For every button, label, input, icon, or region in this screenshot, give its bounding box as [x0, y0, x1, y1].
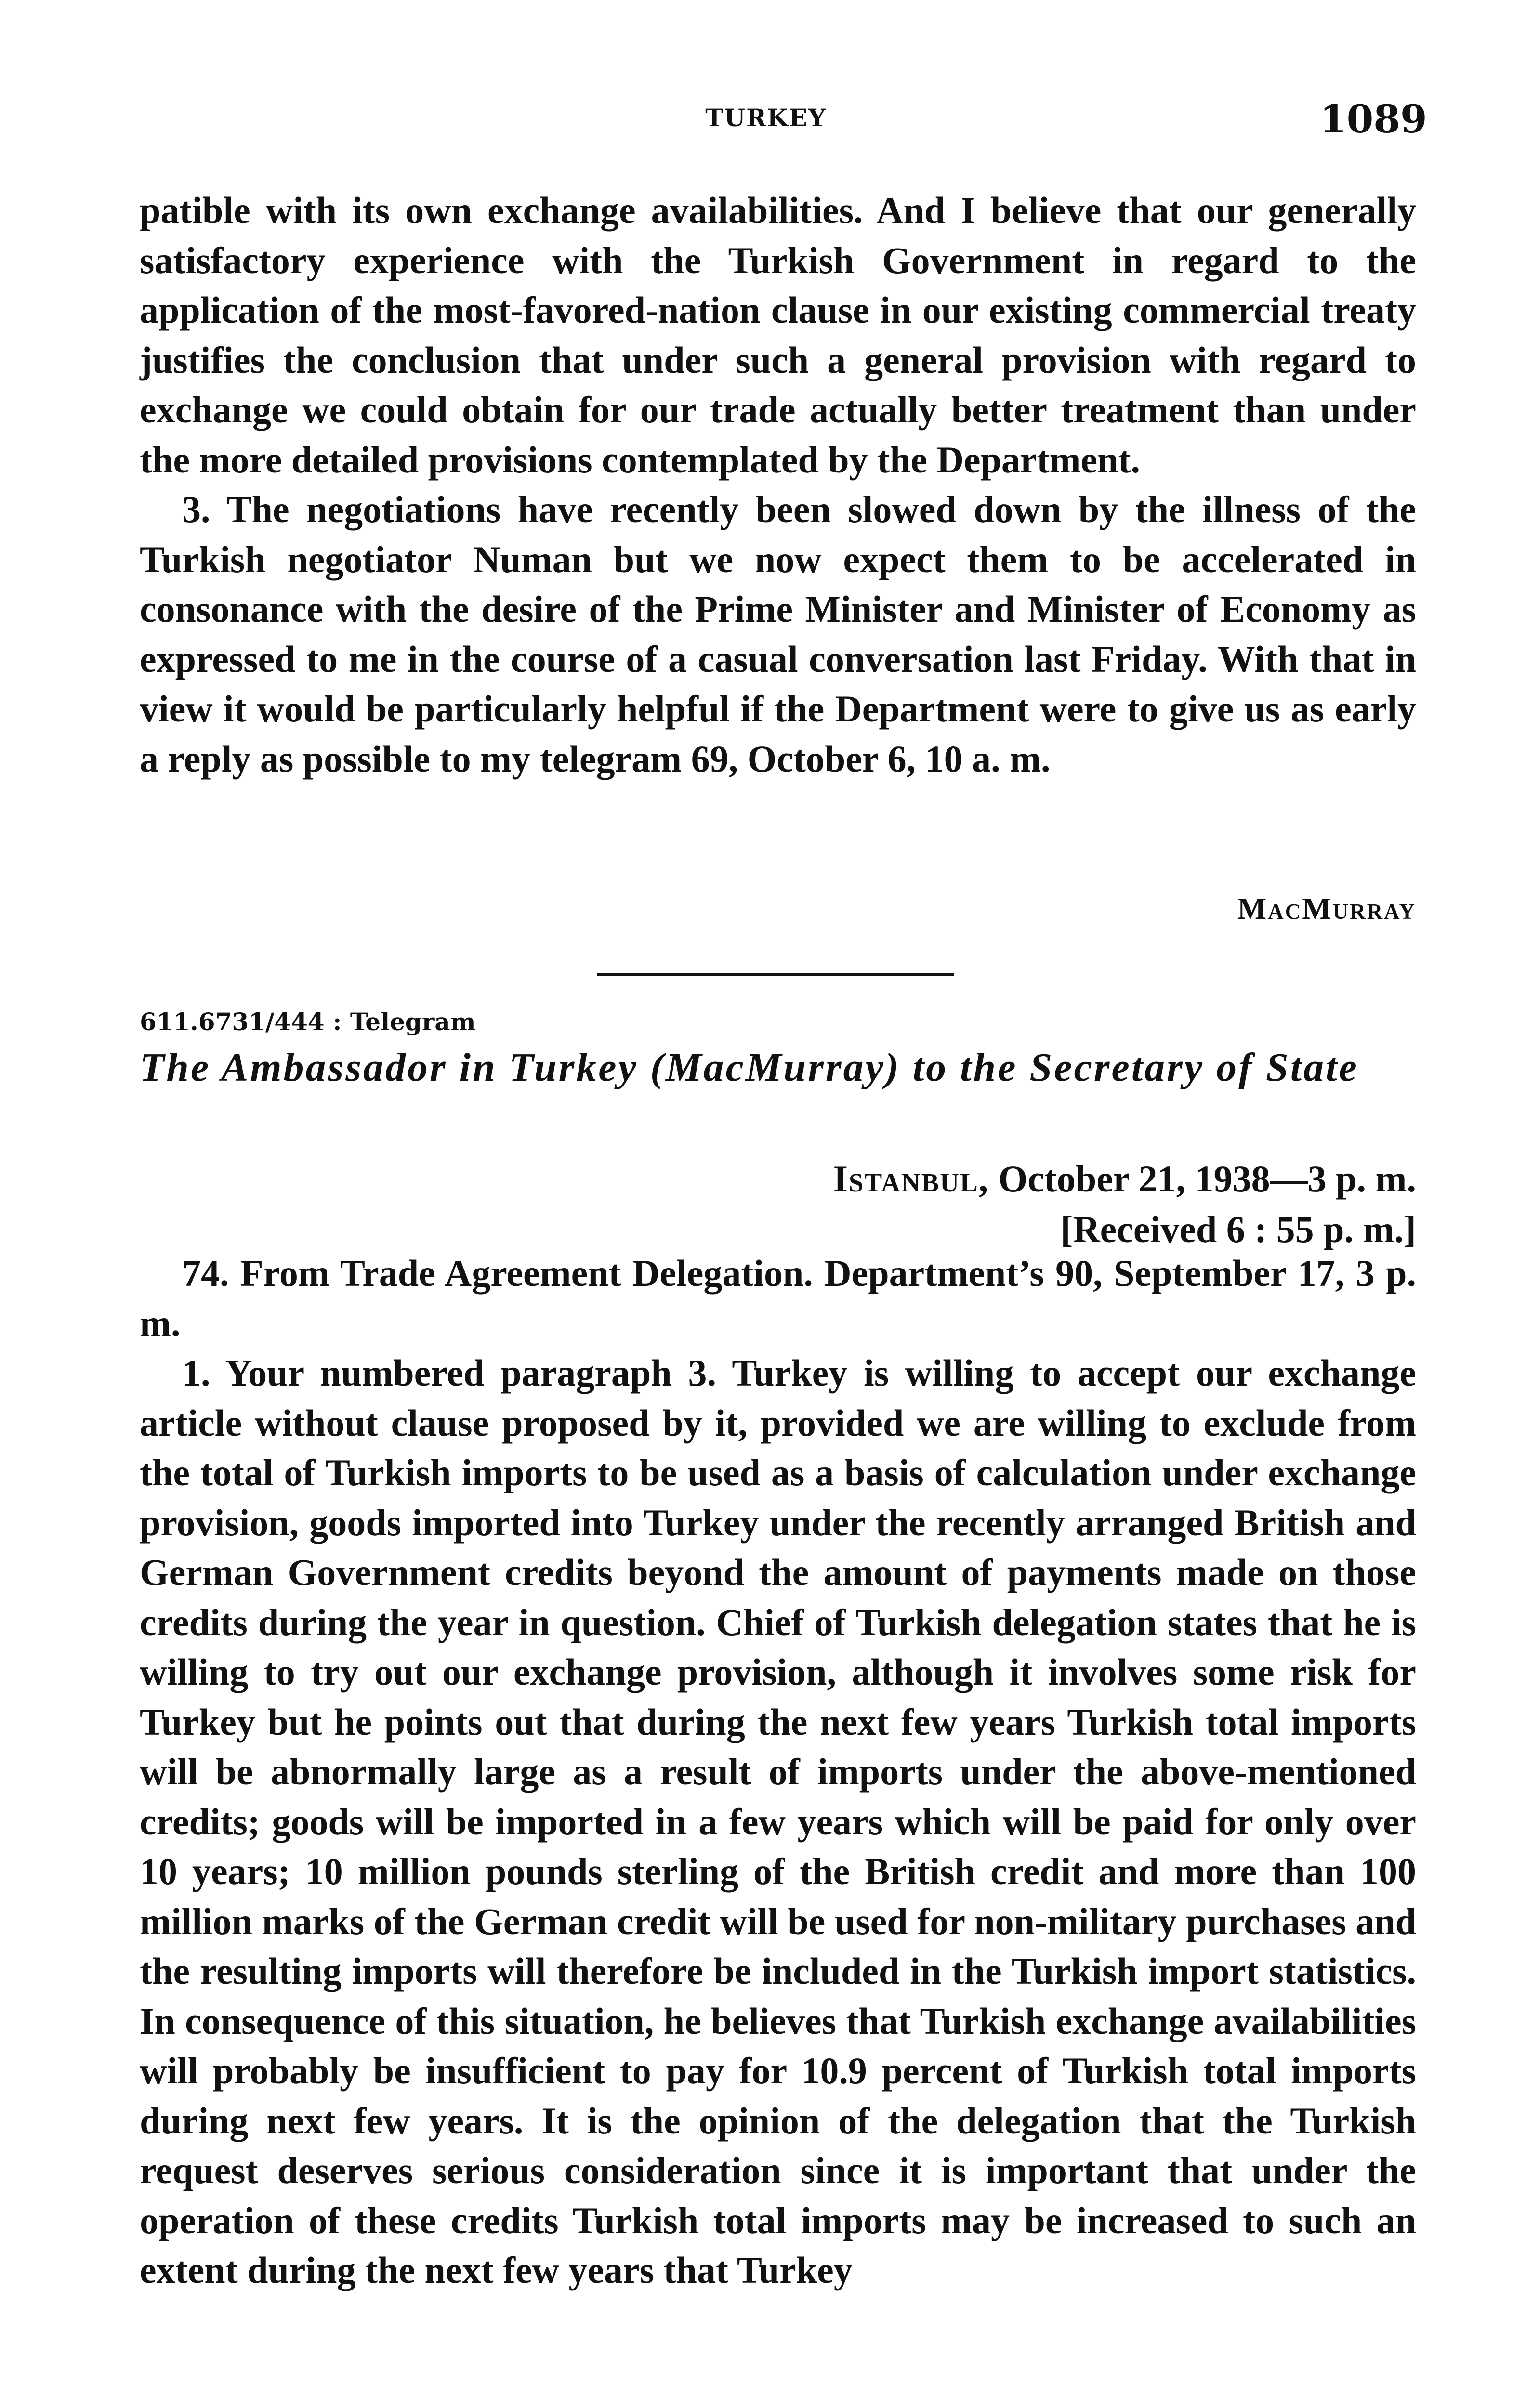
dateline-received: [Received 6 : 55 p. m.] [1060, 1208, 1416, 1250]
dateline-place: Istanbul, [833, 1158, 989, 1200]
paragraph-continuation: patible with its own exchange availabilities. And I believe that our generally satisfactory experience with the Turkish Government in regard to the application of the most-favored-nation clause in our existing commercial treaty justifies the conclusion that under such a general provision with regard to exchange we could obtain for our trade actually better treatment than under the more detailed provisions contemplated by the Department. [140, 189, 1416, 481]
dateline-sent [694, 1153, 1416, 1204]
page-number: 1089 [1320, 96, 1427, 142]
document-title: The Ambassador in Turkey (MacMurray) to the Secretary of State [140, 1045, 1359, 1090]
telegram-body [140, 1248, 1416, 2295]
document-file-id: 611.6731/444 : Telegram [140, 1008, 476, 1036]
paragraph-3: 3. The negotiations have recently been slowed down by the illness of the Turkish negotiator Numan but we now expect them to be accelerated in consonance with the desire of the Prime Minister and Minister of Economy as expressed to me in the course of a casual conversation last Friday. With that in view it would be particularly helpful if the Department were to give us as early a reply as possible to my telegram 69, October 6, 10 a. m. [140, 488, 1416, 780]
section-divider [597, 973, 954, 976]
dateline-date: October 21, 1938—3 p. m. [998, 1158, 1416, 1200]
paragraph-intro: 74. From Trade Agreement Delegation. Department’s 90, September 17, 3 p. m. [140, 1252, 1416, 1344]
running-head: TURKEY [705, 104, 827, 132]
signature: MacMurray [1237, 891, 1416, 926]
dateline [694, 1153, 1416, 1255]
continuation-text [140, 185, 1416, 784]
paragraph-1: 1. Your numbered paragraph 3. Turkey is willing to accept our exchange article without clause proposed by it, provided we are willing to exclude from the total of Turkish imports to be used as a basis of calculation under exchange provision, goods imported into Turkey under the recently arranged British and German Government credits beyond the amount of payments made on those credits during the year in question. Chief of Turkish delegation states that he is willing to try out our exchange provision, although it involves some risk for Turkey but he points out that during the next few years Turkish total imports will be abnormally large as a result of imports under the above-mentioned credits; goods will be imported in a few years which will be paid for only over 10 years; 10 million pounds sterling of the British credit and more than 100 million marks of the German credit will be used for non-military purchases and the resulting imports will therefore be included in the Turkish import statistics. In consequence of this situation, he believes that Turkish exchange availabilities will probably be insufficient to pay for 10.9 percent of Turkish total imports during next few years. It is the opinion of the delegation that the Turkish request deserves serious consideration since it is important that under the operation of these credits Turkish total imports may be increased to such an extent during the next few years that Turkey [140, 1352, 1416, 2291]
